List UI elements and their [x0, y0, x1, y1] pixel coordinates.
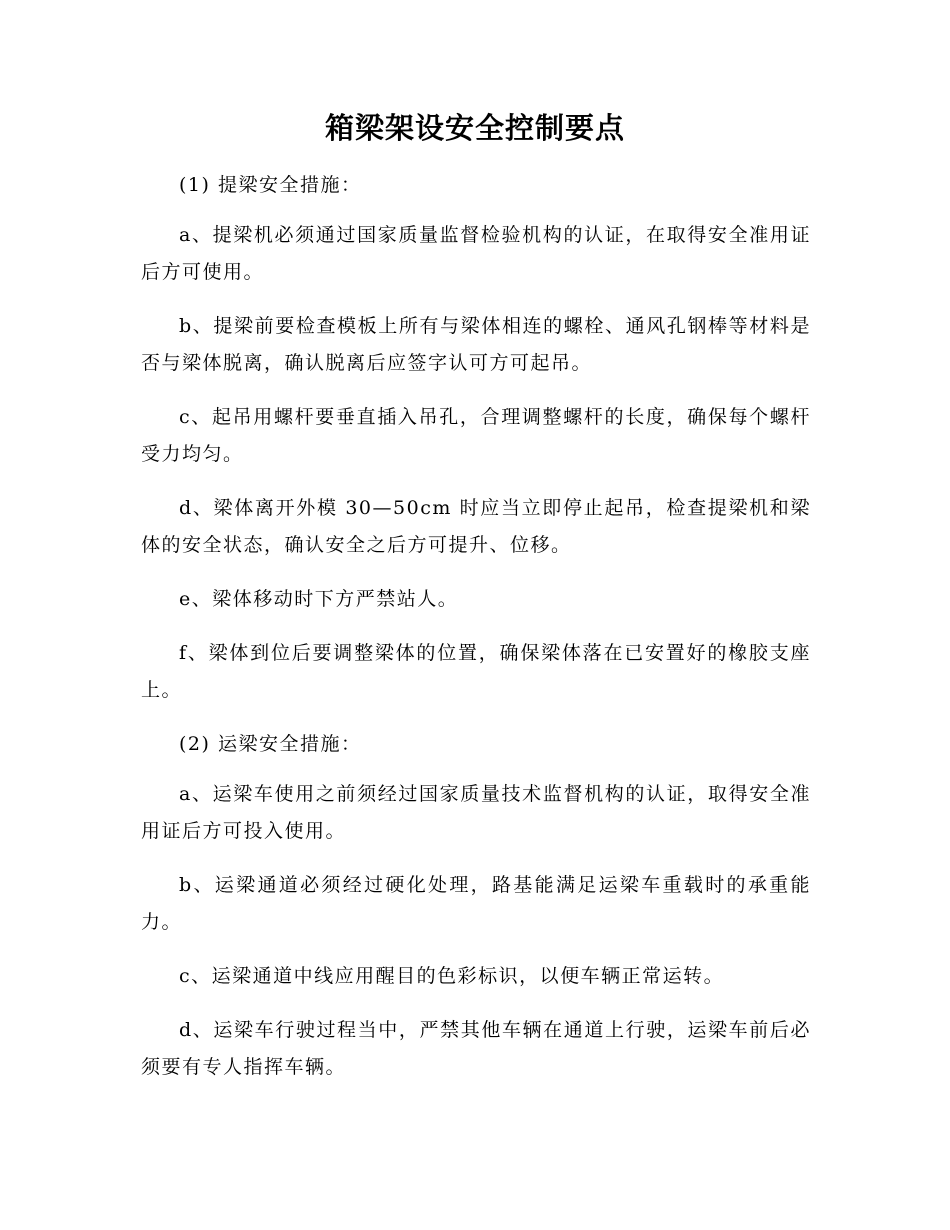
- paragraph-transport-d: d、运梁车行驶过程当中，严禁其他车辆在通道上行驶，运梁车前后必须要有专人指挥车辆。: [141, 1019, 811, 1078]
- paragraph-lifting-f: f、梁体到位后要调整梁体的位置，确保梁体落在已安置好的橡胶支座上。: [141, 642, 811, 701]
- section-heading-transport: (2) 运梁安全措施：: [179, 733, 362, 755]
- document-body: [141, 167, 811, 1103]
- paragraph-lifting-b: b、提梁前要检查模板上所有与梁体相连的螺栓、通风孔钢棒等材料是否与梁体脱离，确认脱离后应签字认可方可起吊。: [141, 315, 811, 374]
- paragraph-lifting-d: d、梁体离开外模 30—50cm 时应当立即停止起吊，检查提梁机和梁体的安全状态，确认安全之后方可提升、位移。: [141, 497, 811, 556]
- document-title: 箱梁架设安全控制要点: [324, 111, 625, 145]
- paragraph-transport-c: c、运梁通道中线应用醒目的色彩标识，以便车辆正常运转。: [179, 965, 725, 987]
- section-heading-lifting: (1) 提梁安全措施：: [179, 174, 362, 196]
- paragraph-lifting-c: c、起吊用螺杆要垂直插入吊孔，合理调整螺杆的长度，确保每个螺杆受力均匀。: [141, 406, 811, 465]
- paragraph-transport-b: b、运梁通道必须经过硬化处理，路基能满足运梁车重载时的承重能力。: [141, 874, 811, 933]
- paragraph-lifting-a: a、提梁机必须通过国家质量监督检验机构的认证，在取得安全准用证后方可使用。: [141, 224, 811, 283]
- paragraph-transport-a: a、运梁车使用之前须经过国家质量技术监督机构的认证，取得安全准用证后方可投入使用。: [141, 783, 811, 842]
- paragraph-lifting-e: e、梁体移动时下方严禁站人。: [179, 588, 459, 610]
